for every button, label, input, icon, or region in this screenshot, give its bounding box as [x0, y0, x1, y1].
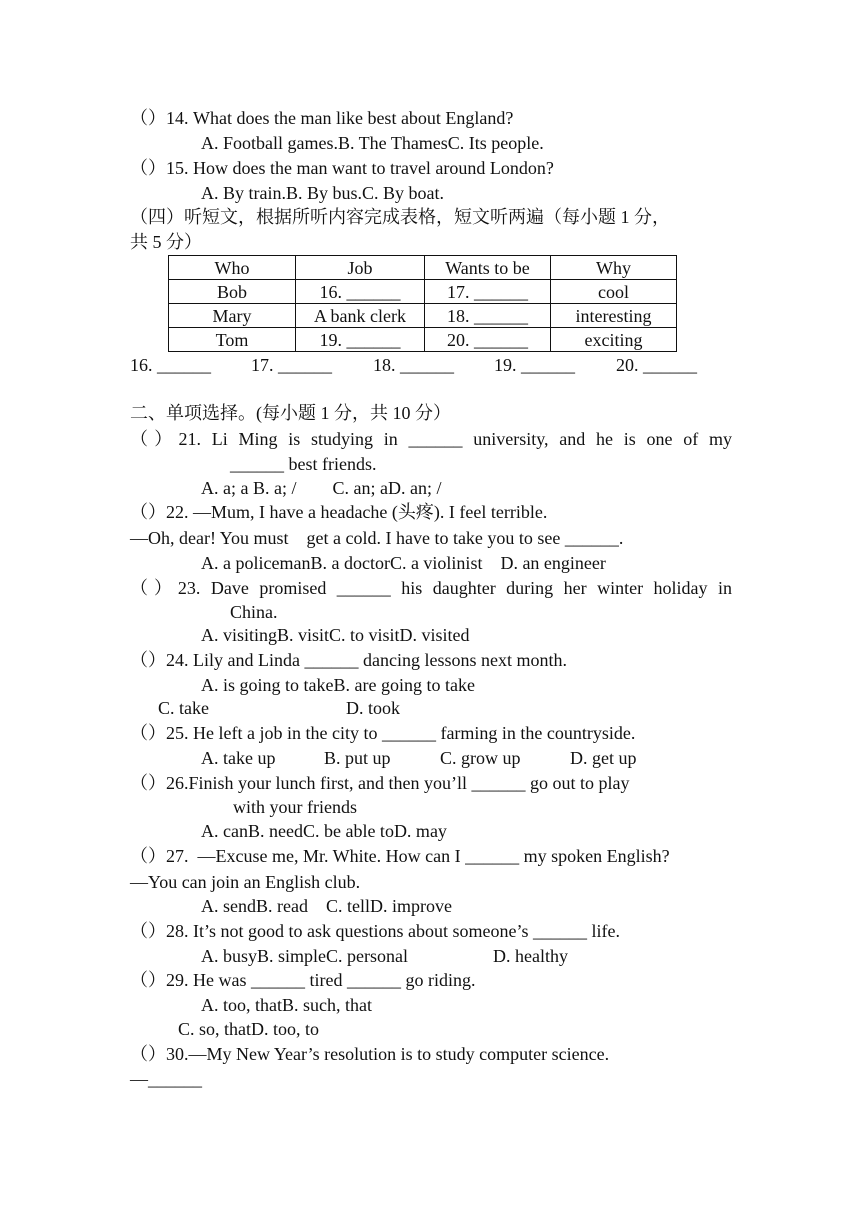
question-29-stem: （）29. He was ______ tired ______ go riding. — [130, 970, 476, 990]
question-30-stem: （）30.—My New Year’s resolution is to study computer science. — [130, 1044, 610, 1064]
question-21-stem-cont: ______ best friends. — [230, 454, 377, 474]
listening-table — [168, 255, 677, 352]
answer-blank-19: 19. ______ — [494, 355, 575, 375]
question-29-options-cont: C. so, thatD. too, to — [178, 1019, 320, 1039]
question-24-option-c: C. take — [158, 698, 209, 718]
question-26-options: A. canB. needC. be able toD. may — [201, 821, 447, 841]
section-4-heading: （四）听短文，根据所听内容完成表格，短文听两遍（每小题 1 分， — [130, 207, 670, 227]
question-14-stem: （）14. What does the man like best about England? — [130, 108, 514, 128]
question-26-stem: （）26.Finish your lunch first, and then you’ll ______ go out to play — [130, 773, 630, 793]
question-23-stem: （）23. Dave promised ______ his daughter during her winter holiday in — [130, 578, 732, 598]
table-cell: 19. ______ — [296, 328, 425, 352]
question-22-options: A. a policemanB. a doctorC. a violinist D. an engineer — [201, 553, 606, 573]
question-28-stem: （）28. It’s not good to ask questions about someone’s ______ life. — [130, 921, 620, 941]
section-2-heading: 二、单项选择。(每小题 1 分，共 10 分） — [130, 403, 451, 423]
answer-blank-16: 16. ______ — [130, 355, 211, 375]
question-25-stem: （）25. He left a job in the city to ______ farming in the countryside. — [130, 723, 636, 743]
answer-blank-20: 20. ______ — [616, 355, 697, 375]
question-24-option-d: D. took — [346, 698, 400, 718]
table-header-cell: Job — [296, 256, 425, 280]
question-22-stem: （）22. —Mum, I have a headache (头疼). I feel terrible. — [130, 502, 548, 522]
table-cell: Mary — [169, 304, 296, 328]
table-cell: A bank clerk — [296, 304, 425, 328]
table-cell: 17. ______ — [425, 280, 551, 304]
question-24-stem: （）24. Lily and Linda ______ dancing lessons next month. — [130, 650, 567, 670]
question-21-options: A. a; a B. a; / C. an; aD. an; / — [201, 478, 442, 498]
question-25-option-a: A. take up — [201, 748, 276, 768]
question-27-stem: （）27. —Excuse me, Mr. White. How can I ______ my spoken English? — [130, 846, 670, 866]
question-24-options: A. is going to takeB. are going to take — [201, 675, 475, 695]
question-28-options: A. busyB. simpleC. personal — [201, 946, 408, 966]
question-30-answer-blank: —______ — [130, 1069, 202, 1089]
question-25-option-b: B. put up — [324, 748, 391, 768]
question-25-option-c: C. grow up — [440, 748, 521, 768]
question-21-stem: （）21. Li Ming is studying in ______ university, and he is one of my — [130, 429, 732, 449]
question-23-options: A. visitingB. visitC. to visitD. visited — [201, 625, 470, 645]
table-header-cell: Wants to be — [425, 256, 551, 280]
question-25-option-d: D. get up — [570, 748, 637, 768]
question-23-stem-cont: China. — [230, 602, 278, 622]
question-15-options: A. By train.B. By bus.C. By boat. — [201, 183, 445, 203]
question-14-options: A. Football games.B. The ThamesC. Its people. — [201, 133, 544, 153]
table-cell: Bob — [169, 280, 296, 304]
table-cell: 16. ______ — [296, 280, 425, 304]
table-row — [169, 304, 677, 328]
table-cell: cool — [551, 280, 677, 304]
table-cell: Tom — [169, 328, 296, 352]
answer-blank-17: 17. ______ — [251, 355, 332, 375]
question-22-stem-cont: —Oh, dear! You must get a cold. I have to take you to see ______. — [130, 528, 624, 548]
table-header-row — [169, 256, 677, 280]
question-27-options: A. sendB. read C. tellD. improve — [201, 896, 452, 916]
answer-blank-18: 18. ______ — [373, 355, 454, 375]
section-4-heading-cont: 共 5 分） — [130, 232, 202, 252]
table-cell: 20. ______ — [425, 328, 551, 352]
table-row — [169, 280, 677, 304]
table-cell: interesting — [551, 304, 677, 328]
table-header-cell: Why — [551, 256, 677, 280]
question-26-stem-cont: with your friends — [233, 797, 357, 817]
question-15-stem: （）15. How does the man want to travel around London? — [130, 158, 554, 178]
table-header-cell: Who — [169, 256, 296, 280]
table-row — [169, 328, 677, 352]
question-29-options: A. too, thatB. such, that — [201, 995, 372, 1015]
question-28-option-d: D. healthy — [493, 946, 568, 966]
table-cell: 18. ______ — [425, 304, 551, 328]
table-cell: exciting — [551, 328, 677, 352]
question-27-stem-cont: —You can join an English club. — [130, 872, 361, 892]
